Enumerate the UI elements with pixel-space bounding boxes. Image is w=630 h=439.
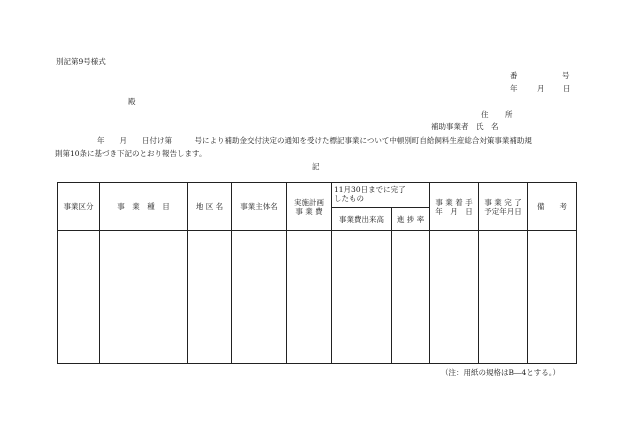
report-table (57, 182, 577, 364)
header-keikaku: 実施計画 事 業 費 (287, 183, 332, 231)
addressee-honorific: 殿 (128, 97, 136, 106)
header-kanryo-yotei: 事 業 完 了 予定年月日 (479, 183, 528, 231)
date-month-label: 月 (537, 84, 545, 93)
header-kanryo-group: 11月30日までに完了 したもの (332, 183, 430, 208)
header-shumoku: 事 業 種 目 (100, 183, 188, 231)
cell-chiku[interactable] (188, 231, 232, 364)
header-shinchoku: 進 捗 率 (392, 208, 430, 231)
header-dekidaka: 事業費出来高 (332, 208, 392, 231)
applicant-name-label: 補助事業者 氏 名 (431, 122, 499, 131)
ki-heading: 記 (312, 162, 320, 171)
cell-keikaku[interactable] (287, 231, 332, 364)
header-kubun: 事業区分 (58, 183, 100, 231)
cell-shumoku[interactable] (100, 231, 188, 364)
number-suffix-label: 号 (562, 71, 570, 80)
date-year-label: 年 (510, 84, 518, 93)
address-label-2: 所 (505, 110, 513, 119)
cell-biko[interactable] (528, 231, 577, 364)
table-row (58, 231, 577, 364)
body-text-line-2: 則第10条に基づき下記のとおり報告します。 (55, 149, 207, 158)
cell-shinchoku[interactable] (392, 231, 430, 364)
footnote: （注：用紙の規格はB―4とする。） (441, 368, 561, 377)
header-chakushu: 事 業 着 手 年 月 日 (430, 183, 479, 231)
address-label-1: 住 (481, 110, 489, 119)
cell-kanryo-yotei[interactable] (479, 231, 528, 364)
cell-kubun[interactable] (58, 231, 100, 364)
date-day-label: 日 (563, 84, 571, 93)
cell-chakushu[interactable] (430, 231, 479, 364)
form-number: 別記第9号様式 (56, 57, 106, 66)
header-shutai: 事業主体名 (232, 183, 287, 231)
body-text-line-1: 年 月 日付け第 号により補助金交付決定の通知を受けた標記事業について中頓別町自給飼料生産総合対策事業補助規 (97, 136, 532, 145)
cell-shutai[interactable] (232, 231, 287, 364)
header-chiku: 地 区 名 (188, 183, 232, 231)
number-label: 番 (510, 71, 518, 80)
header-biko: 備 考 (528, 183, 577, 231)
cell-dekidaka[interactable] (332, 231, 392, 364)
